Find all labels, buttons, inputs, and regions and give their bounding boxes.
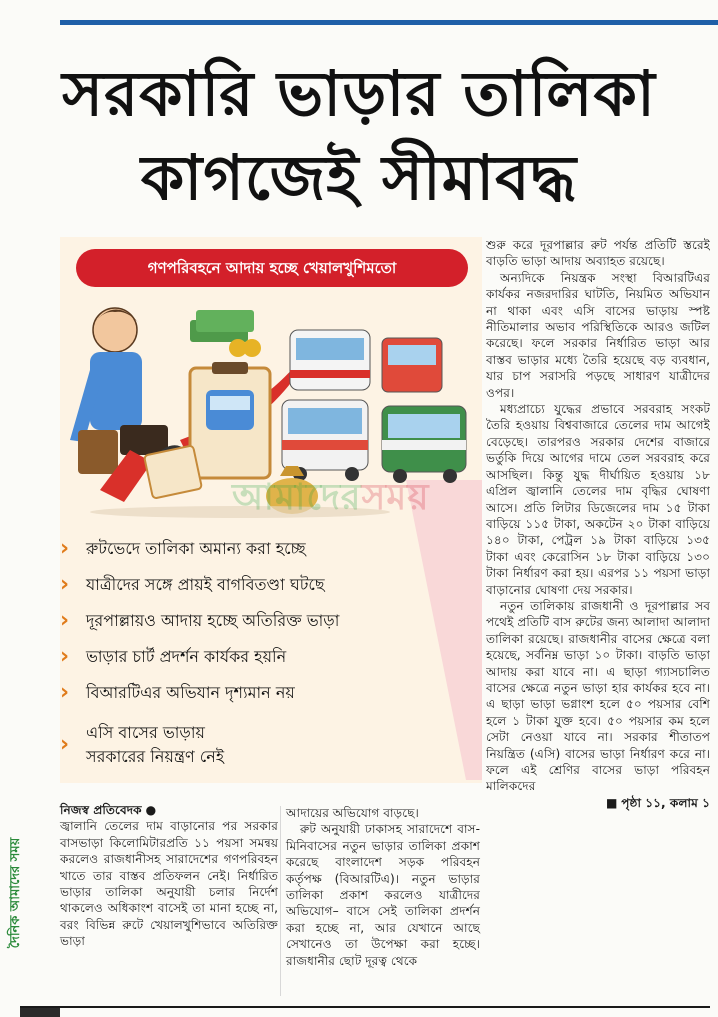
chevron-right-icon: › bbox=[60, 572, 70, 597]
chevron-right-icon: › bbox=[60, 732, 70, 757]
square-icon: ■ bbox=[605, 795, 622, 810]
paragraph: আদায়ের অভিযোগ বাড়ছে। bbox=[286, 806, 419, 820]
worried-man-icon bbox=[70, 308, 168, 474]
paragraph: রুট অনুযায়ী ঢাকাসহ সারাদেশে বাস-মিনিবাসের নতুন ভাড়ার তালিকা প্রকাশ করেছে বাংলাদেশ সড়ক পরিবহন কর্তৃপক্ষ (বিআরটিএ)। নতুন ভাড়ার তালিকা প্রকাশ করলেও যাত্রীদের অভিযোগ– বাসে সেই তালিকা প্রদর্শন করা হচ্ছে না, আর যেখানে আছে সেখানেও তা উপেক্ষা করা হচ্ছে। রাজধানীর ছোট দূরত্ব থেকে bbox=[286, 822, 480, 968]
paragraph: মধ্যপ্রাচ্যে যুদ্ধের প্রভাবে সরবরাহ সংকট তৈরি হওয়ায় বিশ্ববাজারে তেলের দাম আগেই বেড়েছে। তারপরও সরকার দেশের বাজারে ভর্তুকি দিয়ে আগের দামে তেল সরবরাহ করে আসছিল। কিন্তু যুদ্ধ দীর্ঘায়িত হওয়ায় ১৮ এপ্রিল জ্বালানি তেলের দাম বৃদ্ধির ঘোষণা আসে। প্রতি লিটার ডিজেলের দাম ১৫ টাকা বাড়িয়ে ১১৫ টাকা, অকটেন ২০ টাকা বাড়িয়ে ১৪০ টাকা, পেট্রল ১৯ টাকা বাড়িয়ে ১৩৫ টাকা এবং কেরোসিন ১৮ টাকা বাড়িয়ে ১৩০ টাকা নির্ধারণ করা হয়। এরপর ১১ পয়সা ভাড়া বাড়ানোর ঘোষণা দেয় সরকার। bbox=[486, 402, 710, 597]
infographic-banner: গণপরিবহনে আদায় হচ্ছে খেয়ালখুশিমতো bbox=[76, 249, 468, 287]
svg-text:দৈনিক আমাদের সময়: দৈনিক আমাদের সময় bbox=[8, 837, 23, 949]
chevron-right-icon: › bbox=[60, 608, 70, 633]
chevron-right-icon: › bbox=[60, 536, 70, 561]
watermark-logo: আমাদেরসময় bbox=[232, 477, 430, 518]
paragraph: জ্বালানি তেলের দাম বাড়ানোর পর সরকার বাসভাড়া কিলোমিটারপ্রতি ১১ পয়সা সমন্বয় করলেও রাজধানীসহ সারাদেশের গণপরিবহন খাতে তার বাস্তব প্রতিফলন নেই। নির্ধারিত ভাড়ার তালিকা অনুযায়ী চলার নির্দেশ থাকলেও অধিকাংশ বাসেই তা মানা হচ্ছে না, বরং বিভিন্ন রুটে খেয়ালখুশিভাবে অতিরিক্ত ভাড়া bbox=[60, 819, 278, 949]
article-column-1 bbox=[60, 802, 278, 950]
continuation-line: ■ পৃষ্ঠা ১১, কলাম ১ bbox=[605, 795, 710, 810]
chevron-right-icon: › bbox=[60, 644, 70, 669]
bus-icon bbox=[282, 330, 466, 483]
paragraph: অন্যদিকে নিয়ন্ত্রক সংস্থা বিআরটিএর কার্যকর নজরদারির ঘাটতি, নিয়মিত অভিযান না থাকা এবং এসি বাসের ভাড়ায় স্পষ্ট নীতিমালার অভাব পরিস্থিতিকে আরও জটিল করেছে। ফলে সরকার নির্ধারিত ভাড়া আর বাস্তব ভাড়ার মধ্যে তৈরি হয়েছে বড় ব্যবধান, যার চাপ সরাসরি পড়ছে সাধারণ যাত্রীদের ওপর। bbox=[486, 270, 710, 400]
article-column-3 bbox=[486, 237, 710, 999]
fare-chart-icon bbox=[190, 362, 270, 478]
paragraph: নতুন তালিকায় রাজধানী ও দূরপাল্লার সব পথেই প্রতিটি বাস রুটের জন্য আলাদা আলাদা তালিকা রয়েছে। রাজধানীর বাসের ক্ষেত্রে বলা হয়েছে, সর্বনিম্ন ভাড়া ১০ টাকা। বাড়তি ভাড়া আদায় করা যাবে না। এ ছাড়া গ্যাসচালিত বাসের ক্ষেত্রে নতুন ভাড়া হার কার্যকর হবে না। এ ছাড়া ভাড়া ভগ্নাংশ হলে ৫০ পয়সার বেশি হলে ১ টাকা যুক্ত হবে। ৫০ পয়সার কম হলে সেটা নেওয়া যাবে না। সরকার শীতাতপ নিয়ন্ত্রিত (এসি) বাসের ভাড়া নির্ধারণ করে না। ফলে এই শ্রেণির বাসের ভাড়া পরিবহন মালিকদের bbox=[486, 598, 710, 794]
publication-logo bbox=[6, 818, 32, 968]
footer-tab bbox=[20, 1008, 60, 1017]
article-column-2 bbox=[286, 805, 480, 969]
byline: নিজস্ব প্রতিবেদক bbox=[60, 803, 142, 817]
chevron-right-icon: › bbox=[60, 680, 70, 705]
footer-rule bbox=[20, 1006, 710, 1008]
bullet-dot-icon: ● bbox=[145, 803, 157, 817]
headline-line-1: সরকারি ভাড়ার তালিকা bbox=[62, 57, 656, 130]
header-rule bbox=[60, 20, 718, 25]
column-divider bbox=[280, 806, 281, 996]
headline-line-2: কাগজেই সীমাবদ্ধ bbox=[140, 141, 578, 214]
paragraph: শুরু করে দূরপাল্লার রুট পর্যন্ত প্রতিটি স্তরেই বাড়তি ভাড়া আদায় অব্যাহত রয়েছে। bbox=[486, 238, 710, 269]
